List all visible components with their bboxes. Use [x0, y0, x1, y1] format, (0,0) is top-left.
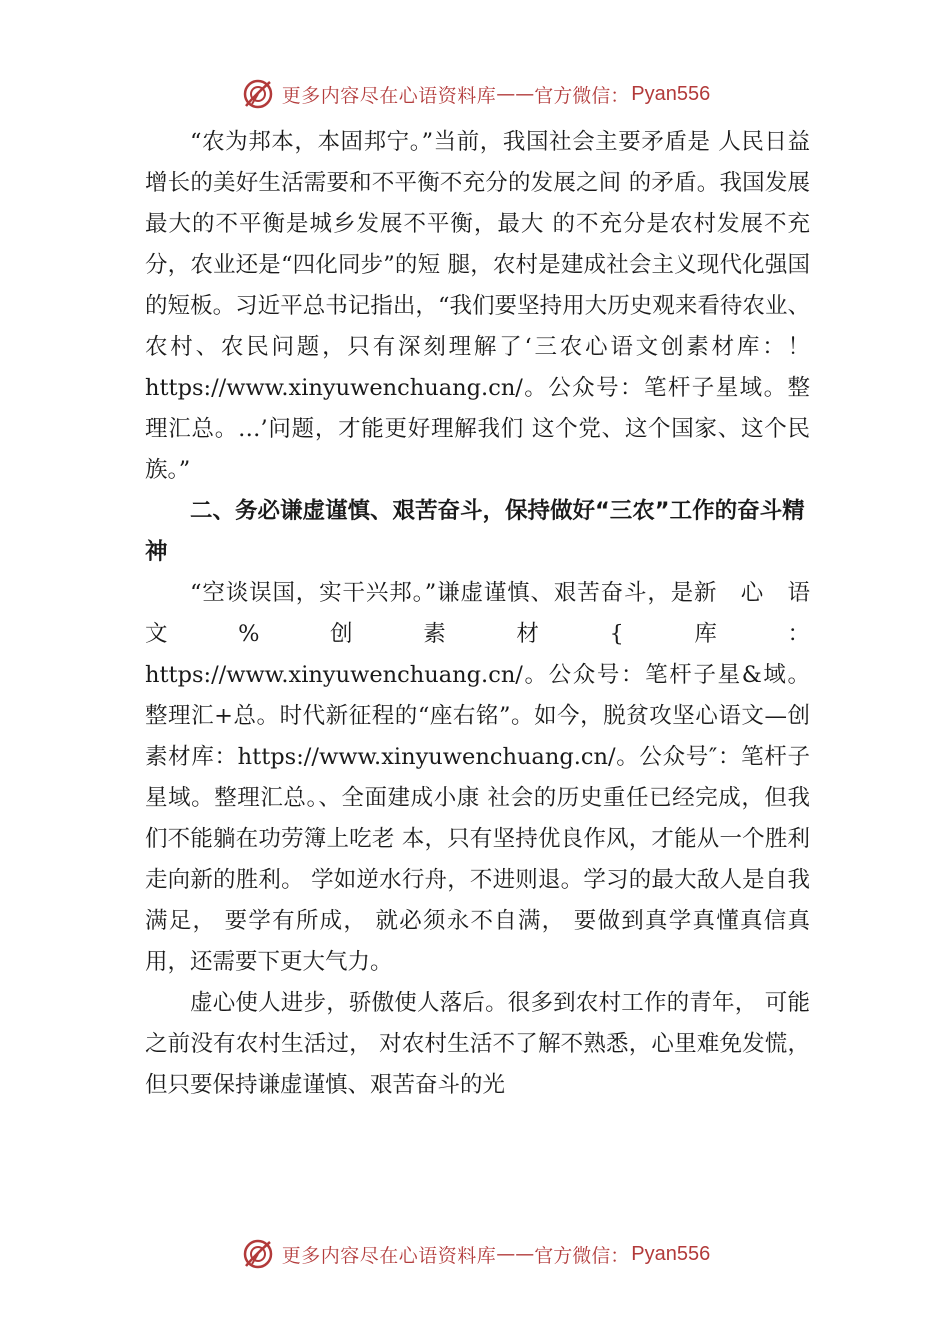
- wx-id: Pyan556: [631, 82, 711, 105]
- brand-logo-icon: [240, 1236, 276, 1272]
- banner-separator: ——: [496, 1243, 535, 1265]
- paragraph-3: 虚心使人进步，骄傲使人落后。很多到农村工作的青年， 可能之前没有农村生活过， 对农村生活不了解不熟悉，心里难免发慌，但只要保持谦虚谨慎、艰苦奋斗的光: [145, 990, 810, 1098]
- header-banner: [0, 72, 950, 116]
- paragraph-2: “空谈误国，实干兴邦。”谦虚谨慎、艰苦奋斗，是新 心 语 文 % 创 素 材 { 库 ：https://www.xinyuwenchuang.cn/。公众号：笔杆子星&域。整理汇+总。时代新征程的“座右铭”。如今，脱贫攻坚心语文—创素材库：https://www.xinyuwenchuang.cn/。公众号″：笔杆子星域。整理汇总。、全面建成小康 社会的历史重任已经完成，但我们不能躺在功劳簿上吃老 本，只有坚持优良作风，才能从一个胜利走向新的胜利。 学如逆水行舟，不进则退。学习的最大敌人是自我满足， 要学有所成， 就必须永不自满， 要做到真学真懂真信真用，还需要下更大气力。: [145, 580, 833, 975]
- section-heading: 二、务必谦虚谨慎、艰苦奋斗，保持做好“三农”工作的奋斗精神: [145, 498, 805, 565]
- brand-logo-icon: [240, 76, 276, 112]
- wx-label: 官方微信：: [534, 84, 630, 107]
- brand-text: 更多内容尽在心语资料库: [281, 84, 497, 107]
- wx-label: 官方微信：: [534, 1244, 630, 1267]
- brand-text: 更多内容尽在心语资料库: [281, 1244, 497, 1267]
- paragraph-1: “农为邦本，本固邦宁。”当前，我国社会主要矛盾是 人民日益增长的美好生活需要和不平衡不充分的发展之间 的矛盾。我国发展最大的不平衡是城乡发展不平衡，最大 的不充分是农村发展不充分，农业还是“四化同步”的短 腿，农村是建成社会主义现代化强国的短板。习近平总书记指出，“我们要坚持用大历史观来看待农业、农村、农民问题，只有深刻理解了‘三农心语文创素材库：！https://www.xinyuwenchuang.cn/。公众号：笔杆子星域。整理汇总。…’问题，才能更好理解我们 这个党、这个国家、这个民族。”: [145, 129, 810, 483]
- footer-banner: [0, 1232, 950, 1276]
- document-body: [145, 122, 833, 1106]
- banner-separator: ——: [496, 83, 535, 105]
- wx-id: Pyan556: [631, 1242, 711, 1265]
